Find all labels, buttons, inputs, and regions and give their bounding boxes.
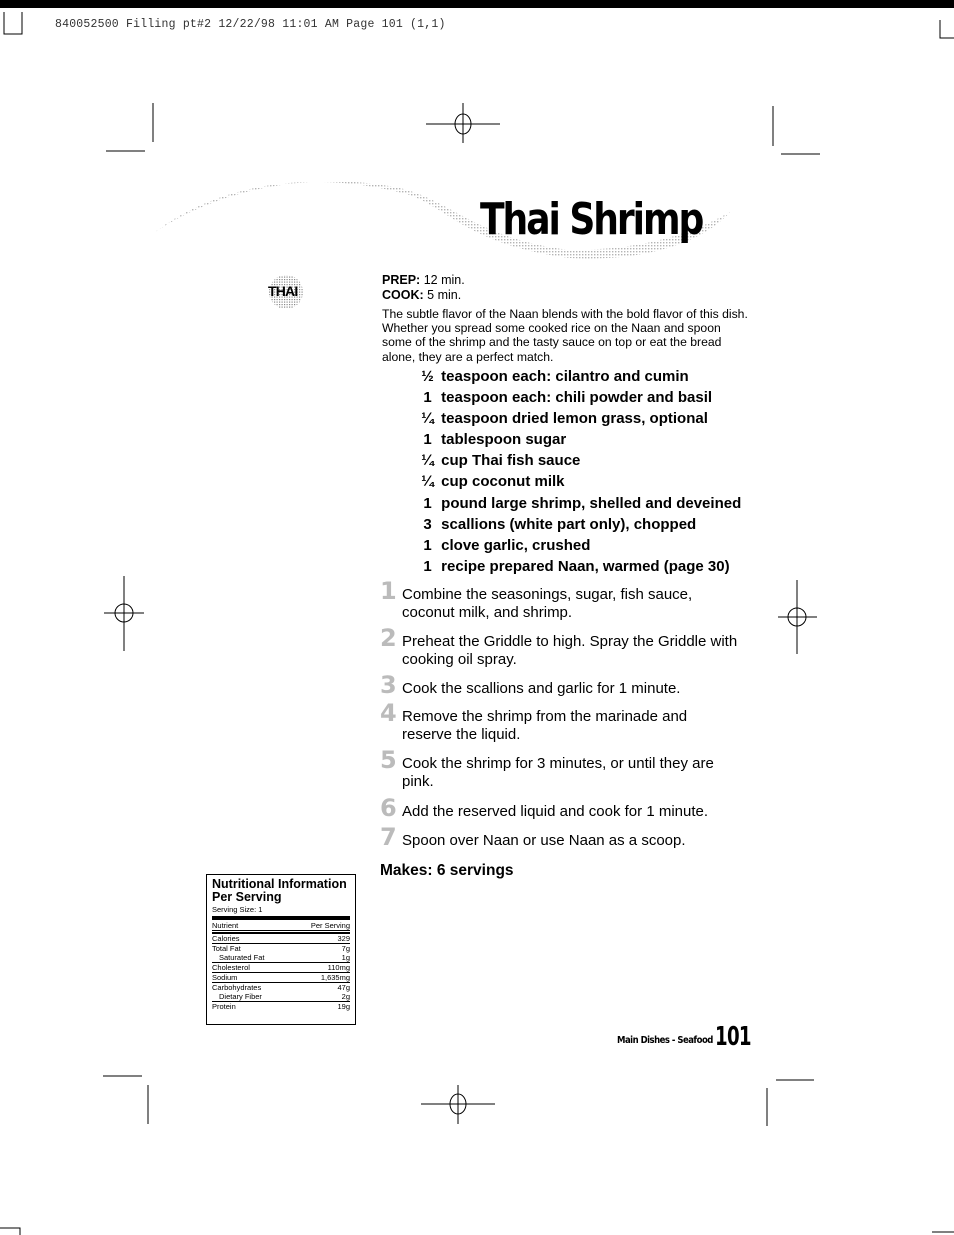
ingredient-item <box>418 387 741 408</box>
prep-cook-times <box>382 273 465 303</box>
ingredient-qty: ½ <box>421 368 434 385</box>
nutrient-value: 110mg <box>327 963 350 972</box>
ingredient-item <box>418 493 741 514</box>
col-per-serving: Per Serving <box>310 921 350 930</box>
nutrition-header-row <box>212 921 350 931</box>
nutrient-name: Calories <box>212 934 240 943</box>
ingredient-item <box>418 556 741 577</box>
nutrition-row <box>212 992 350 1002</box>
ingredient-text: cup Thai fish sauce <box>441 452 581 470</box>
step-item <box>380 577 740 622</box>
ingredient-qty: 1 <box>423 557 432 575</box>
step-number: 2 <box>380 624 397 652</box>
step-number: 4 <box>380 699 397 727</box>
step-number: 6 <box>380 794 397 822</box>
ingredient-qty: 1 <box>423 389 432 407</box>
ingredient-item <box>418 514 741 535</box>
step-text: Combine the seasonings, sugar, fish sauce, coconut milk, and shrimp. <box>402 586 693 621</box>
step-item <box>380 699 740 744</box>
ingredient-text: teaspoon each: cilantro and cumin <box>441 368 689 385</box>
prep-value: 12 min. <box>423 273 465 287</box>
ingredient-item <box>418 535 741 556</box>
nutrient-name: Sodium <box>212 973 238 982</box>
step-item <box>380 794 740 822</box>
ingredient-item <box>418 450 741 471</box>
nutrition-row <box>212 1002 350 1011</box>
step-number: 1 <box>380 577 397 605</box>
step-number: 5 <box>380 746 397 774</box>
col-nutrient: Nutrient <box>212 921 239 930</box>
nutrition-row <box>212 973 350 983</box>
badge-label: THAI <box>268 283 298 299</box>
nutrient-value: 2g <box>341 992 350 1001</box>
step-number: 7 <box>380 823 397 851</box>
ingredient-item <box>418 471 741 492</box>
ingredient-text: teaspoon each: chili powder and basil <box>441 389 713 407</box>
step-text: Remove the shrimp from the marinade and reserve the liquid. <box>402 708 688 743</box>
step-text: Spoon over Naan or use Naan as a scoop. <box>402 832 686 849</box>
prep-label: PREP: <box>382 273 421 287</box>
recipe-yield: Makes: 6 servings <box>380 862 514 879</box>
nutrient-name: Saturated Fat <box>219 953 265 962</box>
ingredient-item <box>418 366 741 387</box>
nutrient-value: 329 <box>337 934 350 943</box>
step-item <box>380 624 740 669</box>
nutrient-name: Total Fat <box>212 944 241 953</box>
ingredient-text: tablespoon sugar <box>441 431 567 449</box>
nutrition-panel <box>206 874 356 1025</box>
recipe-title: Thai Shrimp <box>480 194 703 245</box>
ingredient-text: cup coconut milk <box>441 473 565 491</box>
nutrient-value: 19g <box>337 1002 350 1011</box>
nutrition-divider <box>212 916 350 920</box>
nutrition-row <box>212 963 350 973</box>
ingredient-text: scallions (white part only), chopped <box>441 515 697 533</box>
step-item <box>380 671 740 699</box>
nutrition-row <box>212 983 350 992</box>
step-number: 3 <box>380 671 397 699</box>
cook-value: 5 min. <box>427 288 462 302</box>
nutrition-title-line1: Nutritional Information <box>212 877 347 891</box>
ingredient-qty: 1 <box>423 536 432 554</box>
page-number: 101 <box>715 1022 751 1052</box>
nutrient-name: Dietary Fiber <box>219 992 262 1001</box>
ingredient-text: teaspoon dried lemon grass, optional <box>441 410 708 428</box>
step-text: Cook the scallions and garlic for 1 minute. <box>402 680 681 697</box>
ingredient-item <box>418 429 741 450</box>
recipe-intro: The subtle flavor of the Naan blends with the bold flavor of this dish. Whether you spread some cooked rice on the Naan and spoon some of the shrimp and the tasty sauce on top or eat the bread alone, they are a perfect match. <box>382 307 748 364</box>
step-item <box>380 746 740 791</box>
ingredient-list <box>418 366 741 577</box>
ingredient-item <box>418 408 741 429</box>
nutrient-name: Carbohydrates <box>212 983 262 992</box>
ingredient-qty: 3 <box>423 515 432 533</box>
nutrition-row <box>212 934 350 944</box>
ingredient-text: pound large shrimp, shelled and deveined <box>441 494 742 512</box>
ingredient-qty: 1 <box>423 494 432 512</box>
nutrient-value: 1g <box>341 953 350 962</box>
nutrition-title-line2: Per Serving <box>212 890 282 904</box>
nutrient-value: 1,635mg <box>320 973 350 982</box>
step-text: Cook the shrimp for 3 minutes, or until they are pink. <box>402 755 714 790</box>
ingredient-qty: ¼ <box>421 452 434 470</box>
print-slug: 840052500 Filling pt#2 12/22/98 11:01 AM Page 101 (1,1) <box>55 18 446 31</box>
step-item <box>380 823 740 851</box>
section-name: Main Dishes - Seafood <box>617 1035 713 1046</box>
nutrient-value: 7g <box>341 944 350 953</box>
cook-label: COOK: <box>382 288 424 302</box>
ingredient-text: recipe prepared Naan, warmed (page 30) <box>441 557 730 575</box>
serving-size: Serving Size: 1 <box>212 905 263 914</box>
ingredient-qty: 1 <box>423 431 432 449</box>
ingredient-qty: ¼ <box>421 473 434 491</box>
step-text: Add the reserved liquid and cook for 1 minute. <box>402 803 709 820</box>
nutrition-row <box>212 953 350 963</box>
nutrient-name: Protein <box>212 1002 236 1011</box>
step-text: Preheat the Griddle to high. Spray the Griddle with cooking oil spray. <box>402 633 738 668</box>
nutrient-value: 47g <box>337 983 350 992</box>
thai-badge <box>264 274 308 310</box>
page-footer <box>617 1022 751 1052</box>
ingredient-text: clove garlic, crushed <box>441 536 591 554</box>
nutrient-name: Cholesterol <box>212 963 250 972</box>
nutrition-row <box>212 944 350 953</box>
ingredient-qty: ¼ <box>421 410 434 428</box>
